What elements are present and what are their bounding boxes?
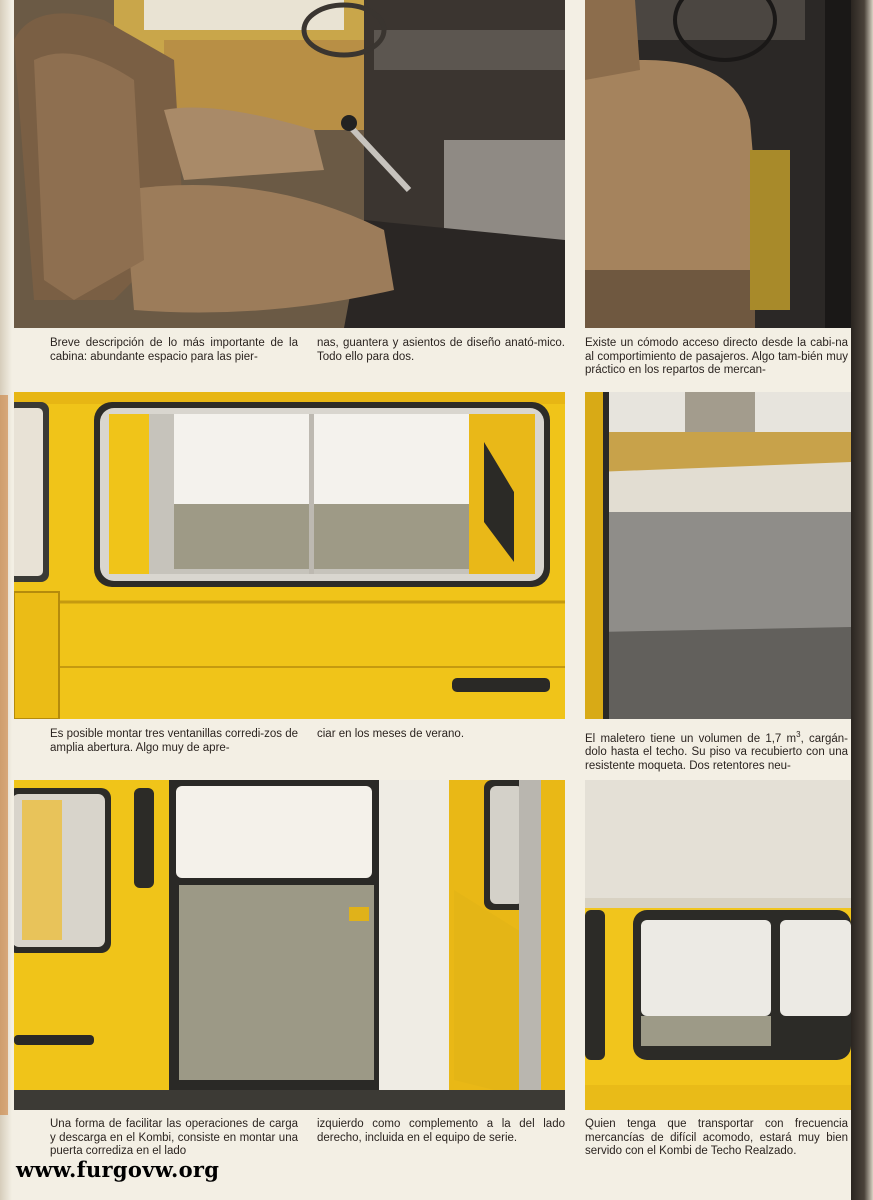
caption-roof: Quien tenga que transportar con frecuencia mercancías de difícil acomodo, estará muy bien servido con el Kombi de Techo Realzado. <box>585 1118 848 1157</box>
photo-sliding-door <box>14 780 565 1110</box>
caption-trunk <box>585 728 848 773</box>
caption-trunk-sup: 3 <box>796 730 801 739</box>
page-spine-edge <box>851 0 873 1200</box>
caption-door-right: izquierdo como complemento a la del lado derecho, incluida en el equipo de serie. <box>317 1118 565 1144</box>
caption-cabin-right: nas, guantera y asientos de diseño anató-mico. Todo ello para dos. <box>317 337 565 363</box>
photo-high-roof <box>585 780 851 1110</box>
caption-door-left: Una forma de facilitar las operaciones de carga y descarga en el Kombi, consiste en montar una puerta corrediza en el lado <box>50 1118 298 1157</box>
caption-cabin-left: Breve descripción de lo más importante de la cabina: abundante espacio para las pier- <box>50 337 298 363</box>
photo-sliding-window <box>14 392 565 719</box>
site-watermark: www.furgovw.org <box>16 1157 220 1182</box>
photo-trunk <box>585 392 851 719</box>
page-color-edge <box>0 395 8 1115</box>
caption-windows-left: Es posible montar tres ventanillas corredi-zos de amplia abertura. Algo muy de apre- <box>50 728 299 754</box>
caption-windows-right: ciar en los meses de verano. <box>317 728 465 740</box>
photo-passenger-access <box>585 0 851 328</box>
photo-cabin-seats <box>14 0 565 328</box>
caption-trunk-pre: El maletero tiene un volumen de 1,7 m <box>585 732 797 745</box>
caption-access: Existe un cómodo acceso directo desde la cabi-na al comportimiento de pasajeros. Algo tam-bién muy práctico en los repartos de mercan- <box>585 337 848 376</box>
caption-trunk-post: , cargán-dolo hasta el techo. Su piso va recubierto con una resistente moqueta. Dos retentores neu- <box>585 732 848 772</box>
